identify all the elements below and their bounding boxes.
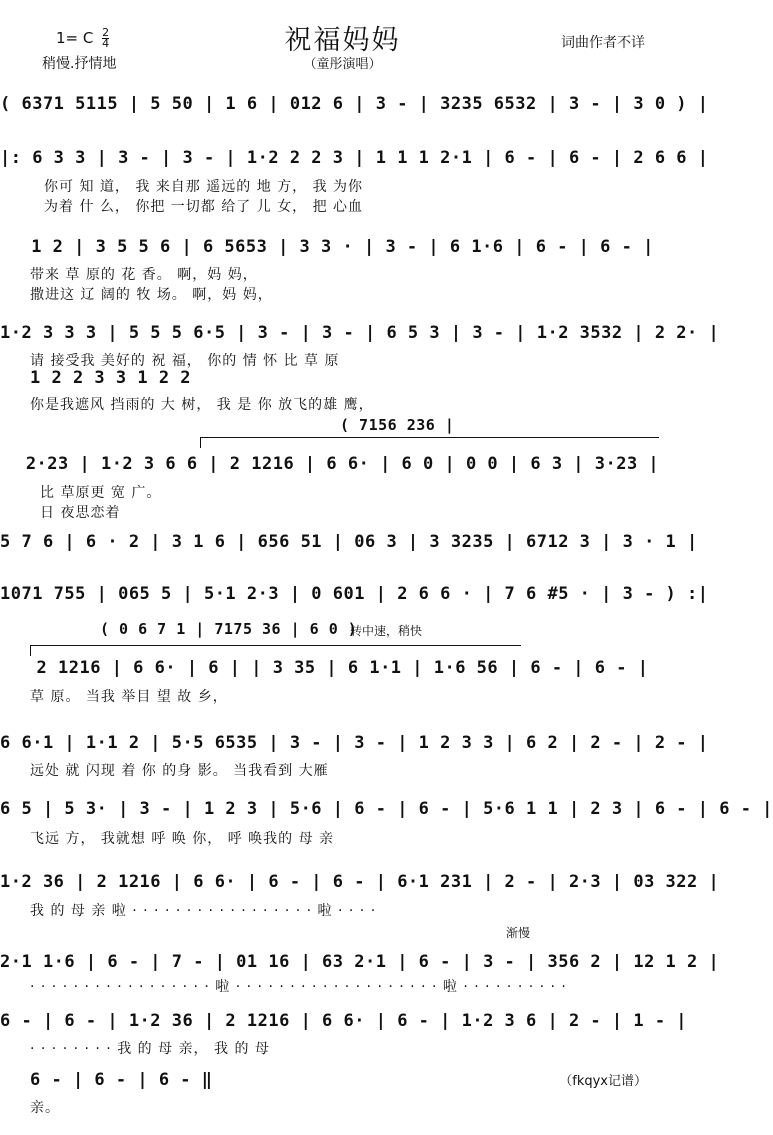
lyric-line-4b: 你是我遮风 挡雨的 大 树， 我 是 你 放飞的雄 鹰， bbox=[30, 397, 374, 413]
notation-line-3: 1 2 | 3 5 5 6 | 6 5653 | 3 3 · | 3 - | 6 1·6 | 6 - | 6 - | bbox=[31, 237, 654, 257]
singer-note: （童彤演唱） bbox=[303, 57, 382, 72]
interlude-notes-2: ( 0 6 7 1 | 7175 36 | 6 0 ) bbox=[100, 620, 358, 638]
notation-line-14: 6 - | 6 - | 6 - ‖ bbox=[30, 1070, 213, 1090]
composer-credit: 词曲作者不详 bbox=[561, 35, 645, 51]
notation-line-13: 6 - | 6 - | 1·2 36 | 2 1216 | 6 6· | 6 - | 1·2 3 6 | 2 - | 1 - | bbox=[0, 1011, 688, 1031]
ritardando-marking: 渐慢 bbox=[506, 926, 531, 940]
volta-bracket-2 bbox=[30, 645, 521, 656]
lyric-line-2a: 你可 知 道， 我 来自那 遥远的 地 方， 我 为你 bbox=[44, 179, 364, 195]
lyric-line-4a: 请 接受我 美好的 祝 福， 你的 情 怀 比 草 原 bbox=[30, 353, 340, 369]
song-title: 祝福妈妈 bbox=[284, 25, 401, 56]
lyric-line-3b: 撒进这 辽 阔的 牧 场。 啊，妈 妈， bbox=[30, 287, 273, 303]
interlude-notes: ( 7156 236 | bbox=[340, 416, 455, 434]
notation-line-5: 2·23 | 1·2 3 6 6 | 2 1216 | 6 6· | 6 0 | 0 0 | 6 3 | 3·23 | bbox=[25, 454, 660, 474]
key-signature: 1= C $\frac{2}{4}$ bbox=[56, 26, 110, 50]
lyric-line-2b: 为着 什 么， 你把 一切都 给了 儿 女， 把 心血 bbox=[44, 199, 364, 215]
lyric-line-9: 远处 就 闪现 着 你 的身 影。 当我看到 大雁 bbox=[30, 763, 329, 779]
notation-line-2: |: 6 3 3 | 3 - | 3 - | 1·2 2 2 3 | 1 1 1 2·1 | 6 - | 6 - | 2 6 6 | bbox=[0, 148, 709, 168]
notation-line-8: 2 1216 | 6 6· | 6 | | 3 35 | 6 1·1 | 1·6 56 | 6 - | 6 - | bbox=[36, 658, 649, 678]
lyric-line-12: · · · · · · · · · · · · · · · · · 啦 · · · · · · · · · · · · · · · · · · · 啦 · · · · · · · · · · bbox=[30, 979, 567, 995]
lyric-line-8: 草 原。 当我 举目 望 故 乡， bbox=[30, 689, 228, 705]
lyric-line-13: · · · · · · · · 我 的 母 亲， 我 的 母 bbox=[30, 1041, 270, 1057]
lyric-line-11: 我 的 母 亲 啦 · · · · · · · · · · · · · · · · · 啦 · · · · bbox=[30, 903, 377, 919]
notation-line-1: ( 6371 5115 | 5 50 | 1 6 | 012 6 | 3 - | 3235 6532 | 3 - | 3 0 ) | bbox=[0, 94, 709, 114]
notation-line-4: 1·2 3 3 3 | 5 5 5 6·5 | 3 - | 3 - | 6 5 3 | 3 - | 1·2 3532 | 2 2· | bbox=[0, 323, 720, 343]
transcriber-credit: （fkqyx记谱） bbox=[559, 1074, 647, 1089]
lyric-line-5b: 日 夜思恋着 bbox=[40, 505, 121, 521]
notation-line-11: 1·2 36 | 2 1216 | 6 6· | 6 - | 6 - | 6·1 231 | 2 - | 2·3 | 03 322 | bbox=[0, 872, 720, 892]
tempo-marking: 稍慢.抒情地 bbox=[42, 56, 117, 72]
volta-bracket-1 bbox=[200, 437, 659, 448]
lyric-line-3a: 带来 草 原的 花 香。 啊，妈 妈， bbox=[30, 267, 258, 283]
lyric-line-10: 飞远 方， 我就想 呼 唤 你， 呼 唤我的 母 亲 bbox=[30, 831, 335, 847]
notation-line-12: 2·1 1·6 | 6 - | 7 - | 01 16 | 63 2·1 | 6 - | 3 - | 356 2 | 12 1 2 | bbox=[0, 952, 720, 972]
notation-line-6: 5 7 6 | 6 · 2 | 3 1 6 | 656 51 | 06 3 | 3 3235 | 6712 3 | 3 · 1 | bbox=[0, 532, 698, 552]
lyric-line-14: 亲。 bbox=[30, 1100, 60, 1116]
time-signature: $\frac{2}{4}$ bbox=[102, 26, 110, 50]
lyric-line-5a: 比 草原更 宽 广。 bbox=[40, 485, 162, 501]
notation-line-7: 1071 755 | 065 5 | 5·1 2·3 | 0 601 | 2 6 6 · | 7 6 #5 · | 3 - ) :| bbox=[0, 584, 709, 604]
tempo-change: 转中速，稍快 bbox=[350, 624, 423, 638]
notation-line-9: 6 6·1 | 1·1 2 | 5·5 6535 | 3 - | 3 - | 1 2 3 3 | 6 2 | 2 - | 2 - | bbox=[0, 733, 709, 753]
notation-line-4b: 1 2 2 3 3 1 2 2 bbox=[30, 368, 192, 388]
notation-line-10: 6 5 | 5 3· | 3 - | 1 2 3 | 5·6 | 6 - | 6 - | 5·6 1 1 | 2 3 | 6 - | 6 - | bbox=[0, 799, 773, 819]
